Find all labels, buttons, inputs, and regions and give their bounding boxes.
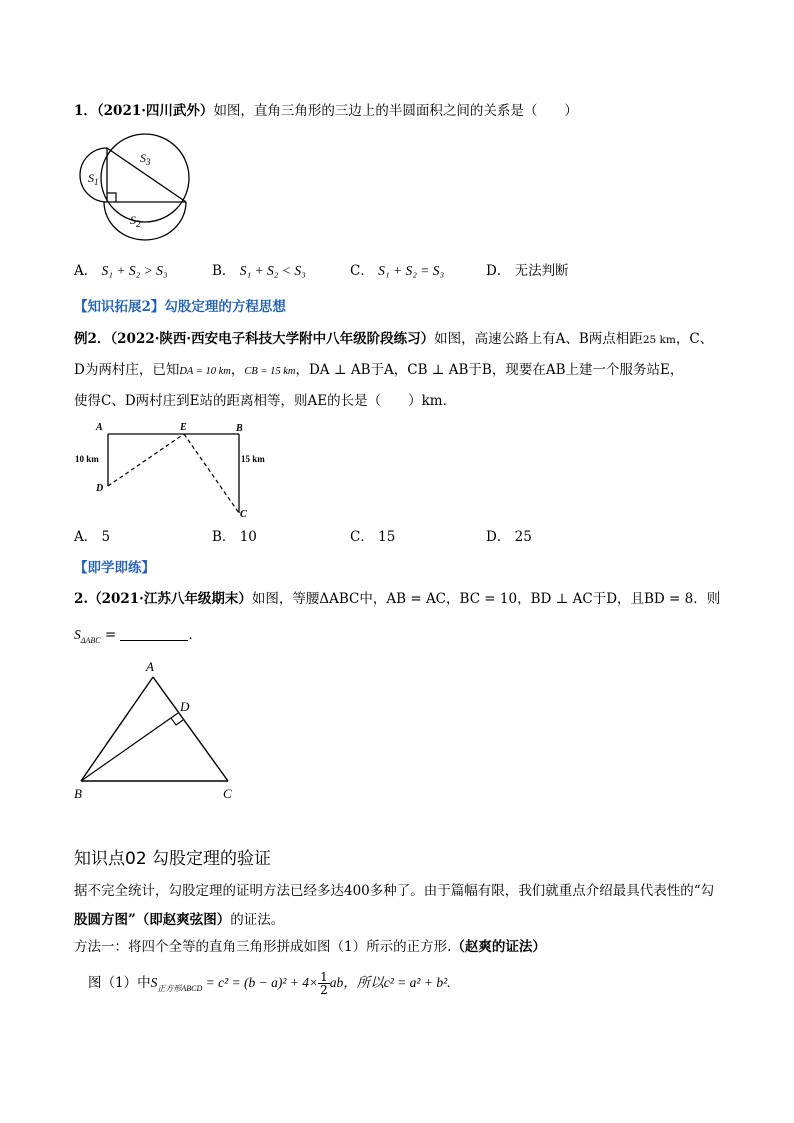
fig-label-e: E — [180, 422, 187, 433]
label-s1 — [88, 171, 99, 187]
tri-label-b: B — [74, 786, 82, 801]
fig-label-c: C — [240, 509, 247, 520]
label-s3-sub: 3 — [146, 157, 151, 167]
q1-option-d[interactable] — [486, 260, 569, 282]
label-s1-sub: 1 — [94, 177, 99, 187]
ex2-option-c[interactable] — [350, 526, 395, 548]
ex2-line1 — [74, 328, 713, 351]
q2-area-line — [74, 624, 202, 652]
ex2-option-b[interactable] — [212, 526, 257, 548]
q1-source: （2021·四川武外） — [96, 103, 214, 119]
fig-label-d: D — [96, 483, 104, 494]
label-s3-s: S — [140, 151, 146, 165]
ex2-prefix: 例2． — [74, 331, 111, 347]
ex2-line2 — [74, 359, 683, 383]
option-expr: S₁ + S₂ < S₃ — [239, 263, 306, 278]
q1-number: 1． — [74, 103, 97, 119]
option-label: D． — [486, 263, 511, 279]
label-s2-s: S — [130, 213, 136, 227]
kp02-method1 — [74, 936, 546, 958]
q1-text: 如图，直角三角形的三边上的半圆面积之间的关系是（ ） — [213, 103, 578, 119]
q2-s-eq: = — [100, 627, 121, 643]
option-expr: S₁ + S₂ > S₃ — [101, 263, 168, 278]
ext2-title: 【知识拓展2】勾股定理的方程思想 — [74, 299, 286, 315]
ex2-line3: 使得C、D两村庄到E站的距离相等，则AE的长是（ ）km． — [74, 393, 457, 409]
option-label: D． — [486, 529, 511, 545]
q2-question — [74, 588, 720, 610]
formula-fraction — [318, 971, 330, 996]
q2-s-end: ． — [188, 627, 202, 643]
ex2-text2a: D为两村庄，已知 — [74, 362, 180, 378]
formula-ab: ab — [329, 975, 344, 990]
q2-text: 如图，等腰ΔABC中，AB = AC，BC = 10，BD ⊥ AC于D，且BD = 8．则 — [251, 591, 721, 607]
option-label: A． — [74, 263, 98, 279]
kp02-title: 知识点02 勾股定理的验证 — [74, 849, 272, 869]
fig-label-a: A — [96, 422, 103, 433]
ex2-text1a: 如图，高速公路上有 — [434, 331, 556, 347]
kp02-para2 — [74, 909, 284, 931]
ex2-da: DA = 10 km — [179, 366, 231, 377]
option-value: 15 — [378, 529, 396, 545]
formula-pre: 图（1）中 — [88, 975, 151, 991]
option-value: 10 — [239, 529, 257, 545]
q2-source: （2021·江苏八年级期末） — [88, 591, 252, 607]
kp02-formula — [88, 968, 451, 1004]
option-expr: S₁ + S₂ = S₃ — [378, 263, 445, 278]
formula-post: ，所以c² = a² + b². — [343, 975, 451, 990]
label-s3 — [140, 151, 151, 167]
q2-s-sub: ΔABC — [80, 636, 101, 645]
q1-question — [74, 100, 578, 122]
label-s2 — [130, 213, 141, 229]
q2-s-label: S — [74, 627, 81, 642]
ex2-text1b: A、B两点相距 — [555, 331, 643, 347]
ex2-option-a[interactable] — [74, 526, 110, 548]
kp02-para2a: 股圆方图” — [74, 912, 136, 928]
tri-label-c: C — [223, 786, 232, 801]
ex2-sep: ， — [230, 362, 245, 378]
tri-label-d: D — [180, 699, 190, 714]
q1-option-b[interactable] — [212, 260, 306, 282]
option-value: 5 — [101, 529, 111, 545]
ex2-figure — [74, 418, 284, 520]
fig-right-length: 15 km — [241, 454, 265, 464]
q1-option-c[interactable] — [350, 260, 444, 282]
kp02-para2c: 的证法。 — [230, 912, 285, 928]
fig-label-b: B — [236, 423, 243, 434]
ex2-text1c: ，C、 — [675, 331, 714, 347]
option-expr: 无法判断 — [514, 263, 569, 279]
ex2-source: （2022·陕西·西安电子科技大学附中八年级阶段练习） — [110, 331, 435, 347]
ex2-option-d[interactable] — [486, 526, 532, 548]
q1-option-a[interactable] — [74, 260, 168, 282]
q2-answer-blank[interactable] — [120, 626, 188, 641]
formula-mid: = c² = (b − a)² + 4× — [202, 975, 319, 990]
option-label: B． — [212, 263, 236, 279]
ex2-text2b: ，DA ⊥ AB于A，CB ⊥ AB于B，现要在AB上建一个服务站E， — [295, 362, 684, 378]
option-label: C． — [350, 529, 374, 545]
ex2-dist: 25 km — [642, 334, 676, 346]
q2-figure — [70, 655, 250, 803]
formula-sub: 正方形ABCD — [157, 984, 203, 993]
option-label: B． — [212, 529, 236, 545]
frac-num: 1 — [320, 970, 328, 984]
kp02-method1b: （赵爽的证法） — [451, 939, 546, 955]
kp02-para1: 据不完全统计，勾股定理的证明方法已经多达400多种了。由于篇幅有限，我们就重点介绍最具代表性的“勾 — [74, 883, 715, 899]
kp02-para2b: （即赵爽弦图） — [135, 912, 231, 928]
option-value: 25 — [514, 529, 532, 545]
fig-left-length: 10 km — [75, 454, 99, 464]
frac-den: 2 — [320, 983, 328, 997]
formula-s: S — [150, 975, 158, 990]
practice-title: 【即学即练】 — [74, 560, 155, 576]
kp02-method1a: 方法一：将四个全等的直角三角形拼成如图（1）所示的正方形. — [74, 939, 452, 955]
ex2-cb: CB = 15 km — [244, 366, 296, 377]
label-s1-s: S — [88, 171, 94, 185]
option-label: A． — [74, 529, 98, 545]
tri-label-a: A — [146, 659, 154, 674]
label-s2-sub: 2 — [136, 219, 141, 229]
option-label: C． — [350, 263, 374, 279]
q1-figure — [74, 126, 200, 248]
q2-number: 2. — [74, 591, 89, 607]
